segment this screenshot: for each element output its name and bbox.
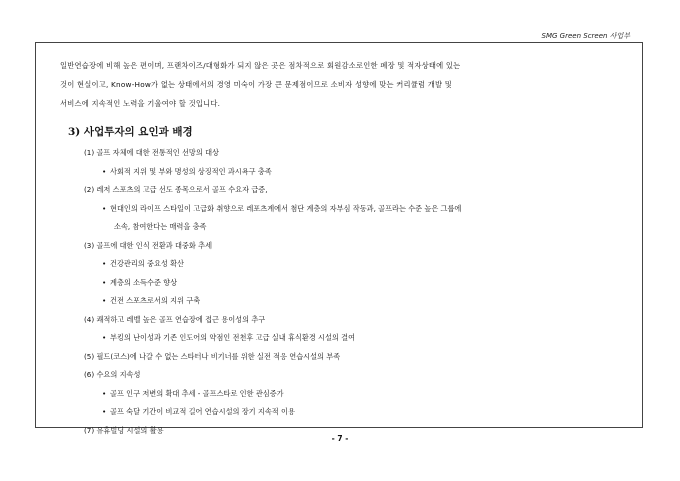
outline-subitem-text: 골프 인구 저변의 확대 추세 - 골프스타로 인한 관심증가 <box>110 388 284 398</box>
bullet-icon: • <box>102 296 107 305</box>
outline-item: (1) 골프 자체에 대한 전통적인 선망의 대상 <box>84 148 219 157</box>
outline-item: (7) 유휴빌딩 시설의 활용 <box>84 425 164 435</box>
bullet-icon: • <box>102 333 107 342</box>
intro-paragraph <box>60 56 620 113</box>
outline-subitem <box>84 385 634 404</box>
outline-subitem <box>84 163 634 182</box>
outline-list <box>84 144 634 440</box>
page-number: - 7 - <box>331 434 349 443</box>
outline-item: (3) 골프에 대한 인식 전환과 대중화 추세 <box>84 240 213 250</box>
outline-subitem-text: 사회적 지위 및 부와 명성의 상징적인 과시욕구 충족 <box>110 166 272 176</box>
intro-line: 것이 현실이고, Know-How가 없는 상태에서의 경영 미숙이 가장 큰 문제점이므로 소비자 성향에 맞는 커리큘럼 개발 및 <box>60 80 452 89</box>
running-header: SMG Green Screen 사업부 <box>541 32 630 40</box>
bullet-icon: • <box>102 407 107 416</box>
outline-item: (4) 쾌적하고 레벨 높은 골프 연습장에 접근 용이성의 추구 <box>84 314 266 324</box>
outline-subitem <box>84 403 634 422</box>
outline-subitem-text: 건강관리의 중요성 확산 <box>110 259 185 268</box>
outline-item: (6) 수요의 지속성 <box>84 370 141 379</box>
section-title: 3) 사업투자의 요인과 배경 <box>68 126 193 138</box>
outline-subitem <box>84 292 634 311</box>
outline-subitem-text: 부킹의 난이성과 기존 인도어의 약점인 전천후 고급 실내 휴식환경 시설의 결여 <box>110 333 356 342</box>
bullet-icon: • <box>102 277 107 287</box>
outline-item: (2) 레저 스포츠의 고급 선도 종목으로서 골프 수요자 급증, <box>84 185 268 194</box>
outline-subitem-text: 골프 숙달 기간이 비교적 길어 연습시설의 장기 지속적 이용 <box>110 407 295 416</box>
outline-subitem <box>84 329 634 348</box>
outline-subitem-text: 계층의 소득수준 향상 <box>110 277 178 287</box>
outline-subitem-text: 현대인의 라이프 스타일이 고급화 취향으로 레포츠계에서 첨단 계층의 자부심 작동과, 골프라는 수준 높은 그룹에 <box>110 203 462 213</box>
bullet-icon: • <box>102 166 107 176</box>
outline-subitem-continuation: 소속, 참여한다는 매력을 충족 <box>114 222 207 231</box>
outline-subitem <box>84 274 634 293</box>
bullet-icon: • <box>102 388 107 398</box>
outline-subitem <box>84 255 634 274</box>
outline-item: (5) 필드(코스)에 나갈 수 없는 스타터나 비기너를 위한 실전 적응 연습시설의 부족 <box>84 351 341 361</box>
intro-line: 서비스에 지속적인 노력을 기울여야 할 것입니다. <box>60 99 221 108</box>
outline-subitem-text: 건전 스포츠로서의 지위 구축 <box>110 296 201 305</box>
outline-subitem <box>84 200 634 219</box>
bullet-icon: • <box>102 259 107 268</box>
intro-line: 일반연습장에 비해 높은 편이며, 프랜차이즈/대형화가 되지 않은 곳은 점차적으로 회원감소로인한 폐장 및 적자상태에 있는 <box>60 61 461 70</box>
bullet-icon: • <box>102 203 107 213</box>
